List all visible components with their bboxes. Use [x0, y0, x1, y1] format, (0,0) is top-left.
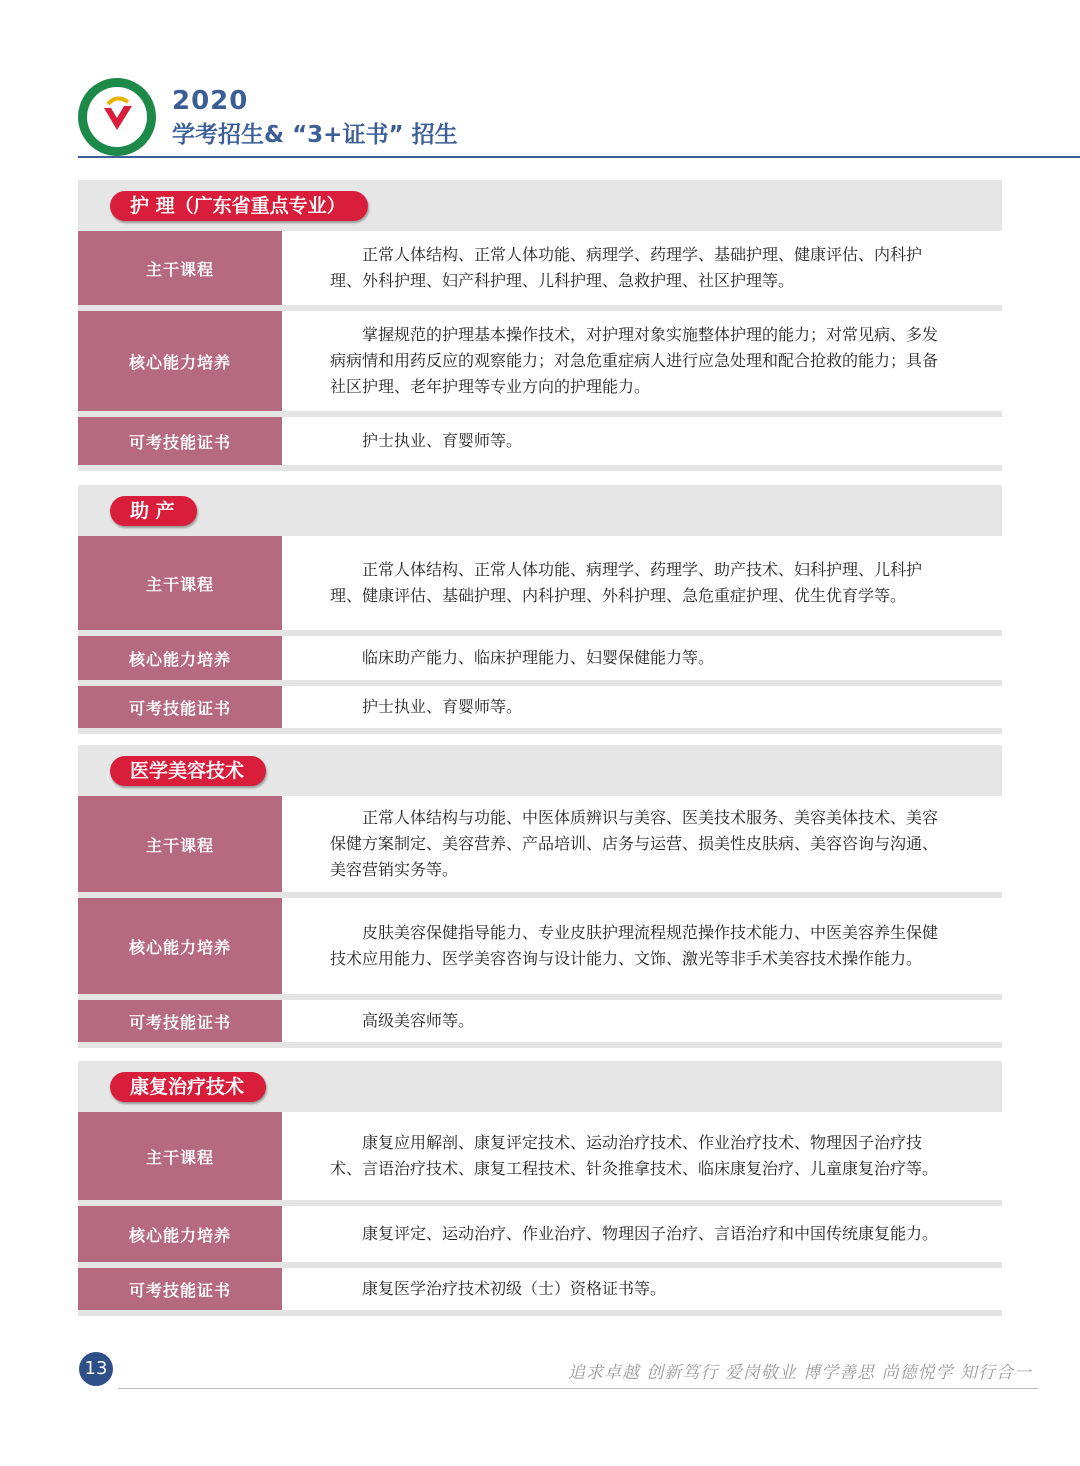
section-header — [78, 180, 1002, 231]
footer-motto: 追求卓越 创新笃行 爱岗敬业 博学善思 尚德悦学 知行合一 — [567, 1363, 1032, 1383]
table-row — [78, 898, 1002, 1000]
section-title: 康复治疗技术 — [110, 1072, 266, 1102]
row-text: 康复评定、运动治疗、作业治疗、物理因子治疗、言语治疗和中国传统康复能力。 — [282, 1206, 1002, 1262]
section-title: 医学美容技术 — [110, 756, 266, 786]
row-label: 主干课程 — [78, 1112, 282, 1200]
table-row — [78, 536, 1002, 636]
table-row — [78, 417, 1002, 471]
row-label: 主干课程 — [78, 536, 282, 630]
row-text: 正常人体结构、正常人体功能、病理学、药理学、助产技术、妇科护理、儿科护理、健康评估、基础护理、内科护理、外科护理、急危重症护理、优生优育学等。 — [282, 536, 1002, 630]
section-title: 护 理（广东省重点专业） — [110, 191, 368, 221]
section-header — [78, 745, 1002, 796]
section-rehabilitation — [78, 1061, 1002, 1316]
section-nursing — [78, 180, 1002, 471]
row-text: 护士执业、育婴师等。 — [282, 686, 1002, 728]
row-text: 临床助产能力、临床护理能力、妇婴保健能力等。 — [282, 636, 1002, 680]
header-divider — [78, 156, 1080, 158]
table-row — [78, 1206, 1002, 1268]
header-title: 学考招生& “3+证书” 招生 — [172, 122, 458, 148]
row-label: 核心能力培养 — [78, 636, 282, 680]
table-row — [78, 1268, 1002, 1316]
table-row — [78, 231, 1002, 311]
row-label: 可考技能证书 — [78, 1268, 282, 1310]
row-text: 康复医学治疗技术初级（士）资格证书等。 — [282, 1268, 1002, 1310]
footer-divider — [118, 1388, 1038, 1389]
row-label: 可考技能证书 — [78, 417, 282, 465]
table-row — [78, 636, 1002, 686]
row-text: 正常人体结构、正常人体功能、病理学、药理学、基础护理、健康评估、内科护理、外科护理、妇产科护理、儿科护理、急救护理、社区护理等。 — [282, 231, 1002, 305]
table-row — [78, 796, 1002, 898]
row-text: 皮肤美容保健指导能力、专业皮肤护理流程规范操作技术能力、中医美容养生保健技术应用能力、医学美容咨询与设计能力、文饰、激光等非手术美容技术操作能力。 — [282, 898, 1002, 994]
page-number: 13 — [79, 1352, 113, 1386]
row-label: 可考技能证书 — [78, 1000, 282, 1042]
row-text: 高级美容师等。 — [282, 1000, 1002, 1042]
row-label: 核心能力培养 — [78, 1206, 282, 1262]
table-row — [78, 1000, 1002, 1048]
row-text: 正常人体结构与功能、中医体质辨识与美容、医美技术服务、美容美体技术、美容保健方案制定、美容营养、产品培训、店务与运营、损美性皮肤病、美容咨询与沟通、美容营销实务等。 — [282, 796, 1002, 892]
row-text: 护士执业、育婴师等。 — [282, 417, 1002, 465]
row-label: 可考技能证书 — [78, 686, 282, 728]
row-label: 核心能力培养 — [78, 311, 282, 411]
section-header — [78, 1061, 1002, 1112]
row-text: 掌握规范的护理基本操作技术，对护理对象实施整体护理的能力；对常见病、多发病病情和用药反应的观察能力；对急危重症病人进行应急处理和配合抢救的能力；具备社区护理、老年护理等专业方向的护理能力。 — [282, 311, 1002, 411]
header-year: 2020 — [172, 86, 249, 116]
table-row — [78, 686, 1002, 734]
college-logo — [78, 78, 156, 156]
table-row — [78, 311, 1002, 417]
logo-emblem-icon — [78, 78, 156, 156]
section-medical-beauty — [78, 745, 1002, 1048]
row-text: 康复应用解剖、康复评定技术、运动治疗技术、作业治疗技术、物理因子治疗技术、言语治疗技术、康复工程技术、针灸推拿技术、临床康复治疗、儿童康复治疗等。 — [282, 1112, 1002, 1200]
row-label: 核心能力培养 — [78, 898, 282, 994]
section-title: 助 产 — [110, 496, 197, 526]
section-midwifery — [78, 485, 1002, 734]
section-header — [78, 485, 1002, 536]
row-label: 主干课程 — [78, 796, 282, 892]
row-label: 主干课程 — [78, 231, 282, 305]
table-row — [78, 1112, 1002, 1206]
